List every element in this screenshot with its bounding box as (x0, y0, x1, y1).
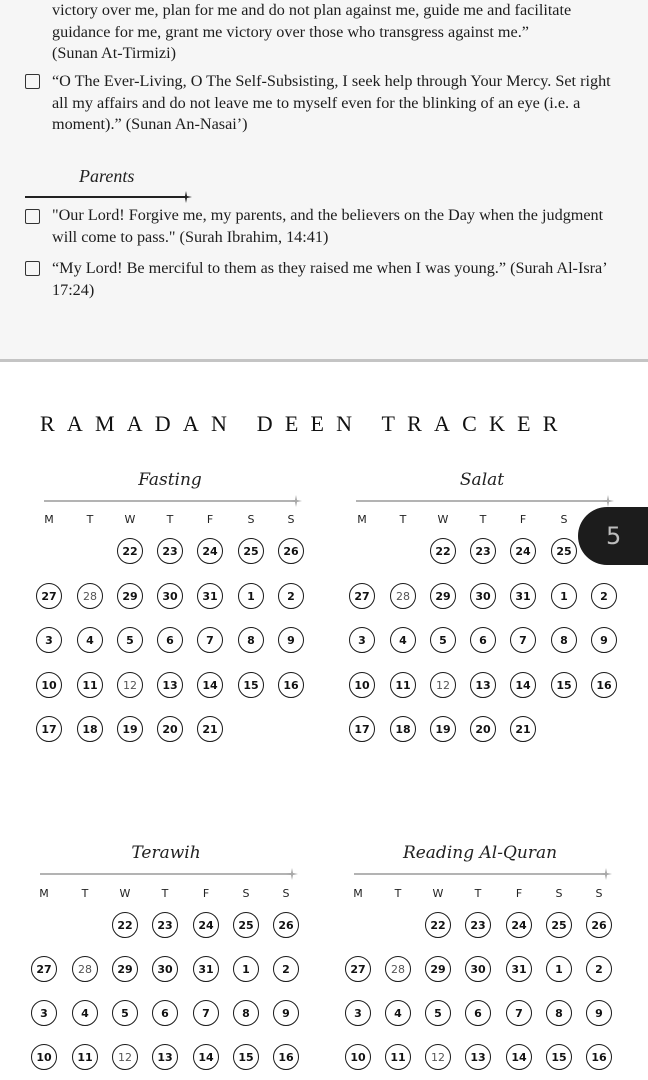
day-circle[interactable]: 2 (273, 956, 299, 982)
day-circle[interactable]: 6 (152, 1000, 178, 1026)
day-circle[interactable]: 27 (349, 583, 375, 609)
day-circle[interactable]: 28 (77, 583, 103, 609)
day-circle[interactable]: 16 (586, 1044, 612, 1070)
day-circle[interactable]: 20 (157, 716, 183, 742)
day-circle[interactable]: 24 (197, 538, 223, 564)
prayer-checkbox-parents-mercy[interactable] (25, 261, 40, 276)
day-circle[interactable]: 2 (586, 956, 612, 982)
day-circle[interactable]: 12 (117, 672, 143, 698)
weekday-label: S (242, 887, 250, 900)
day-circle[interactable]: 24 (506, 912, 532, 938)
text-line: “O The Ever-Living, O The Self-Subsisting, I seek help through Your Mercy. Set right (52, 72, 611, 90)
sparkle-icon (180, 191, 192, 203)
day-circle[interactable]: 29 (117, 583, 143, 609)
day-circle[interactable]: 18 (77, 716, 103, 742)
day-circle[interactable]: 12 (430, 672, 456, 698)
day-circle[interactable]: 27 (31, 956, 57, 982)
weekday-label: T (399, 513, 407, 526)
tracker-title: Terawih (131, 843, 201, 863)
day-circle[interactable]: 19 (430, 716, 456, 742)
day-circle[interactable]: 22 (117, 538, 143, 564)
weekday-label: W (119, 887, 131, 900)
weekday-label: M (39, 887, 49, 900)
tracker-rule (354, 873, 606, 875)
day-circle[interactable]: 5 (117, 627, 143, 653)
text-line: 17:24) (52, 280, 95, 299)
tracker-rule (40, 873, 292, 875)
day-circle[interactable]: 14 (510, 672, 536, 698)
day-circle[interactable]: 11 (77, 672, 103, 698)
weekday-label: S (560, 513, 568, 526)
day-circle[interactable]: 20 (470, 716, 496, 742)
weekday-label: T (479, 513, 487, 526)
day-circle[interactable]: 3 (31, 1000, 57, 1026)
day-circle[interactable]: 1 (546, 956, 572, 982)
day-circle[interactable]: 25 (546, 912, 572, 938)
day-circle[interactable]: 10 (31, 1044, 57, 1070)
weekday-label: S (247, 513, 255, 526)
weekday-label: S (282, 887, 290, 900)
weekday-label: M (357, 513, 367, 526)
day-circle[interactable]: 30 (465, 956, 491, 982)
day-circle[interactable]: 16 (278, 672, 304, 698)
text-line: moment).” (Sunan An-Nasai’) (52, 115, 248, 133)
day-circle[interactable]: 2 (591, 583, 617, 609)
day-circle[interactable]: 13 (470, 672, 496, 698)
day-circle[interactable]: 23 (152, 912, 178, 938)
text-line: all my affairs and do not leave me to myself even for the blinking of an eye (i.e. a (52, 93, 581, 112)
text-line: (Sunan At-Tirmizi) (52, 44, 176, 62)
day-circle[interactable]: 31 (510, 583, 536, 609)
day-circle[interactable]: 31 (193, 956, 219, 982)
day-circle[interactable]: 1 (551, 583, 577, 609)
day-circle[interactable]: 25 (233, 912, 259, 938)
day-circle[interactable]: 25 (551, 538, 577, 564)
weekday-label: T (394, 887, 402, 900)
day-circle[interactable]: 30 (157, 583, 183, 609)
day-circle[interactable]: 24 (193, 912, 219, 938)
day-circle[interactable]: 23 (157, 538, 183, 564)
day-circle[interactable]: 9 (273, 1000, 299, 1026)
text-line: will come to pass." (Surah Ibrahim, 14:41) (52, 227, 329, 246)
day-circle[interactable]: 8 (238, 627, 264, 653)
sparkle-icon (600, 868, 612, 880)
day-circle[interactable]: 21 (197, 716, 223, 742)
weekday-label: T (161, 887, 169, 900)
day-circle[interactable]: 8 (546, 1000, 572, 1026)
day-circle[interactable]: 29 (430, 583, 456, 609)
day-circle[interactable]: 7 (506, 1000, 532, 1026)
day-circle[interactable]: 7 (197, 627, 223, 653)
weekday-label: F (206, 513, 214, 526)
day-circle[interactable]: 11 (72, 1044, 98, 1070)
previous-page (0, 0, 648, 359)
day-circle[interactable]: 29 (425, 956, 451, 982)
day-circle[interactable]: 9 (586, 1000, 612, 1026)
text-line: victory over me, plan for me and do not plan against me, guide me and facilitate (52, 1, 572, 19)
day-circle[interactable]: 5 (430, 627, 456, 653)
weekday-label: S (555, 887, 563, 900)
day-circle[interactable]: 19 (117, 716, 143, 742)
section-title-parents: Parents (79, 166, 135, 186)
day-circle[interactable]: 29 (112, 956, 138, 982)
day-circle[interactable]: 1 (238, 583, 264, 609)
day-circle[interactable]: 27 (345, 956, 371, 982)
day-circle[interactable]: 14 (197, 672, 223, 698)
day-circle[interactable]: 17 (349, 716, 375, 742)
day-circle[interactable]: 15 (546, 1044, 572, 1070)
tracker-rule (356, 500, 608, 502)
day-circle[interactable]: 6 (470, 627, 496, 653)
day-circle[interactable]: 25 (238, 538, 264, 564)
day-circle[interactable]: 11 (385, 1044, 411, 1070)
weekday-label: T (166, 513, 174, 526)
day-circle[interactable]: 22 (430, 538, 456, 564)
weekday-label: M (44, 513, 54, 526)
day-circle[interactable]: 8 (233, 1000, 259, 1026)
sparkle-icon (602, 495, 614, 507)
day-circle[interactable]: 23 (470, 538, 496, 564)
day-circle[interactable]: 15 (233, 1044, 259, 1070)
day-circle[interactable]: 9 (591, 627, 617, 653)
day-circle[interactable]: 31 (197, 583, 223, 609)
day-circle[interactable]: 1 (233, 956, 259, 982)
day-circle[interactable]: 22 (425, 912, 451, 938)
page-divider (0, 359, 648, 362)
day-circle[interactable]: 7 (510, 627, 536, 653)
weekday-label: M (353, 887, 363, 900)
sparkle-icon (290, 495, 302, 507)
day-circle[interactable]: 17 (36, 716, 62, 742)
day-circle[interactable]: 21 (510, 716, 536, 742)
day-circle[interactable]: 18 (390, 716, 416, 742)
prayer-checkbox-parents-forgive[interactable] (25, 209, 40, 224)
day-circle[interactable]: 6 (157, 627, 183, 653)
day-circle[interactable]: 7 (193, 1000, 219, 1026)
day-circle[interactable]: 12 (112, 1044, 138, 1070)
weekday-label: T (81, 887, 89, 900)
day-circle[interactable]: 10 (36, 672, 62, 698)
day-circle[interactable]: 10 (345, 1044, 371, 1070)
day-circle[interactable]: 15 (551, 672, 577, 698)
day-circle[interactable]: 23 (465, 912, 491, 938)
day-circle[interactable]: 2 (278, 583, 304, 609)
day-circle[interactable]: 9 (278, 627, 304, 653)
prayer-checkbox-ever-living[interactable] (25, 74, 40, 89)
tracker-title: Fasting (138, 470, 202, 490)
day-circle[interactable]: 26 (278, 538, 304, 564)
text-line: "Our Lord! Forgive me, my parents, and the believers on the Day when the judgment (52, 206, 604, 224)
day-circle[interactable]: 13 (157, 672, 183, 698)
page-number-badge[interactable] (578, 507, 648, 565)
prayer-text-parents-mercy (52, 258, 637, 301)
weekday-label: F (202, 887, 210, 900)
day-circle[interactable]: 16 (591, 672, 617, 698)
day-circle[interactable]: 13 (152, 1044, 178, 1070)
day-circle[interactable]: 30 (152, 956, 178, 982)
prayer-text-parents-forgive (52, 205, 637, 248)
tracker-title: Reading Al-Quran (402, 843, 558, 863)
day-circle[interactable]: 5 (425, 1000, 451, 1026)
day-circle[interactable]: 14 (193, 1044, 219, 1070)
day-circle[interactable]: 4 (77, 627, 103, 653)
day-circle[interactable]: 31 (506, 956, 532, 982)
day-circle[interactable]: 3 (36, 627, 62, 653)
day-circle[interactable]: 4 (390, 627, 416, 653)
day-circle[interactable]: 28 (390, 583, 416, 609)
sparkle-icon (286, 868, 298, 880)
page-title: RAMADAN DEEN TRACKER (40, 411, 570, 436)
prayer-text-continued (52, 0, 637, 65)
weekday-label: F (515, 887, 523, 900)
day-circle[interactable]: 5 (112, 1000, 138, 1026)
day-circle[interactable]: 8 (551, 627, 577, 653)
day-circle[interactable]: 6 (465, 1000, 491, 1026)
day-circle[interactable]: 11 (390, 672, 416, 698)
weekday-label: S (595, 887, 603, 900)
prayer-text-ever-living (52, 71, 637, 136)
day-circle[interactable]: 15 (238, 672, 264, 698)
day-circle[interactable]: 3 (345, 1000, 371, 1026)
tracker-rule (44, 500, 296, 502)
text-line: guidance for me, grant me victory over those who transgress against me.” (52, 22, 529, 41)
day-circle[interactable]: 12 (425, 1044, 451, 1070)
day-circle[interactable]: 26 (586, 912, 612, 938)
day-circle[interactable]: 16 (273, 1044, 299, 1070)
weekday-label: S (287, 513, 295, 526)
weekday-label: T (86, 513, 94, 526)
day-circle[interactable]: 14 (506, 1044, 532, 1070)
weekday-label: W (437, 513, 449, 526)
weekday-label: W (432, 887, 444, 900)
day-circle[interactable]: 26 (273, 912, 299, 938)
section-rule (25, 196, 185, 198)
day-circle[interactable]: 30 (470, 583, 496, 609)
day-circle[interactable]: 28 (385, 956, 411, 982)
day-circle[interactable]: 4 (72, 1000, 98, 1026)
tracker-title: Salat (459, 470, 505, 490)
page-number: 5 (606, 522, 622, 550)
day-circle[interactable]: 3 (349, 627, 375, 653)
weekday-label: F (519, 513, 527, 526)
day-circle[interactable]: 13 (465, 1044, 491, 1070)
text-line: “My Lord! Be merciful to them as they raised me when I was young.” (Surah Al-Isra’ (52, 259, 608, 277)
day-circle[interactable]: 24 (510, 538, 536, 564)
day-circle[interactable]: 27 (36, 583, 62, 609)
day-circle[interactable]: 28 (72, 956, 98, 982)
day-circle[interactable]: 4 (385, 1000, 411, 1026)
day-circle[interactable]: 10 (349, 672, 375, 698)
weekday-label: T (474, 887, 482, 900)
weekday-label: W (124, 513, 136, 526)
day-circle[interactable]: 22 (112, 912, 138, 938)
